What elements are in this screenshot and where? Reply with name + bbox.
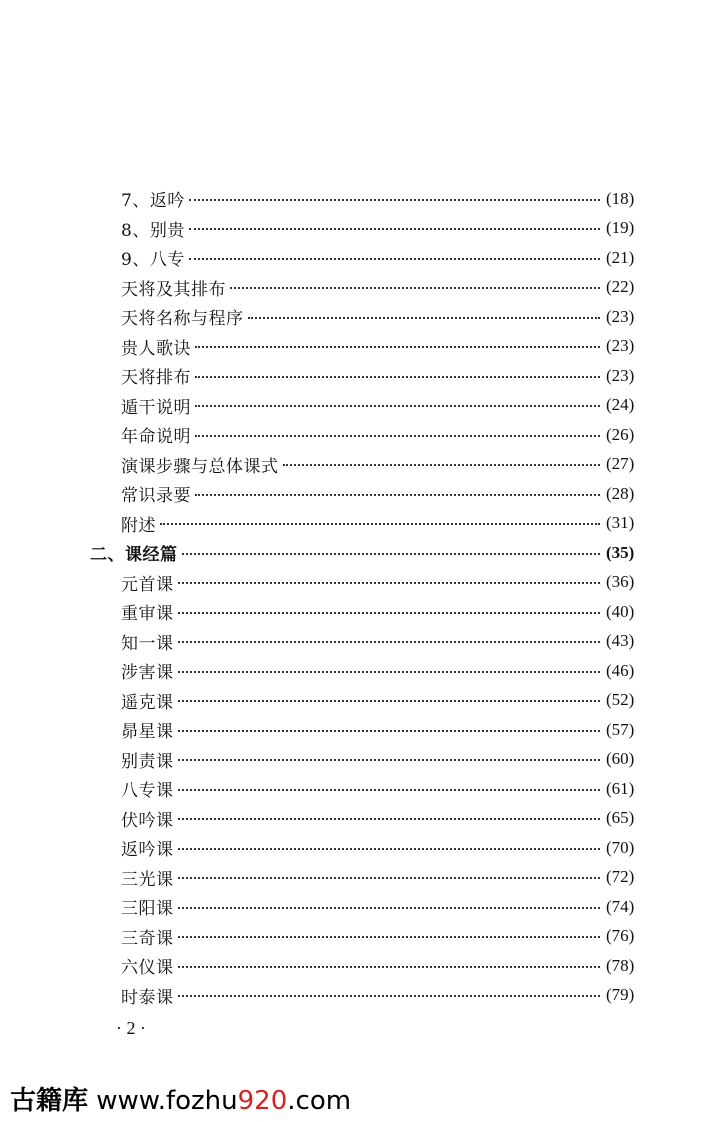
toc-entry-page: (46) [606,660,635,680]
dot-leader [178,926,601,938]
toc-entry [0,273,702,303]
toc-entry-page: (23) [606,336,635,356]
dot-leader [195,366,600,378]
toc-entry-page: (74) [606,896,635,916]
dot-leader [178,779,601,791]
toc-entry [0,951,702,981]
toc-entry-page: (35) [606,542,635,562]
toc-entry-title: 遥克课 [121,692,174,713]
dot-leader [178,956,601,968]
toc-entry-title: 贵人歌诀 [121,338,191,359]
toc-entry-title: 三阳课 [121,899,174,920]
toc-entry-page: (61) [606,778,635,798]
toc-entry [0,184,702,214]
toc-entry-page: (31) [606,513,635,533]
toc-entry-title: 二、课经篇 [90,545,178,566]
toc-entry-title: 涉害课 [121,663,174,684]
toc-entry [0,361,702,391]
toc-section-heading [0,538,702,568]
toc-entry [0,745,702,775]
toc-entry [0,774,702,804]
toc-entry-page: (19) [606,218,635,238]
toc-entry [0,332,702,362]
toc-entry [0,627,702,657]
dot-leader [189,189,600,201]
toc-entry-page: (26) [606,424,635,444]
toc-entry [0,568,702,598]
dot-leader [178,867,601,879]
toc-entry-page: (70) [606,837,635,857]
toc-entry [0,450,702,480]
toc-entry-title: 三光课 [121,869,174,890]
toc-entry [0,833,702,863]
toc-entry-page: (21) [606,247,635,267]
toc-entry-page: (76) [606,926,635,946]
toc-entry-page: (72) [606,867,635,887]
toc-entry-title: 八专课 [121,781,174,802]
watermark [10,1080,351,1117]
toc-entry-page: (18) [606,188,635,208]
toc-entry-title: 返吟课 [121,840,174,861]
watermark-url-number: 920 [237,1086,288,1116]
toc-entry-title: 年命说明 [121,427,191,448]
toc-entry-title: 天将排布 [121,368,191,389]
toc-entry [0,686,702,716]
toc-entry-title: 9、八专 [121,250,185,271]
dot-leader [178,720,601,732]
table-of-contents [0,184,702,1010]
toc-entry-title: 天将及其排布 [121,279,226,300]
dot-leader [195,395,600,407]
dot-leader [160,513,600,525]
toc-entry-title: 7、返吟 [121,191,185,212]
toc-entry [0,597,702,627]
toc-entry-title: 8、别贵 [121,220,185,241]
watermark-url-prefix: www.fozhu [96,1086,238,1116]
dot-leader [178,838,601,850]
toc-entry [0,302,702,332]
toc-entry [0,391,702,421]
toc-entry [0,715,702,745]
toc-entry [0,243,702,273]
dot-leader [178,690,601,702]
dot-leader [178,631,601,643]
dot-leader [178,661,601,673]
toc-entry-page: (40) [606,601,635,621]
toc-entry-title: 知一课 [121,633,174,654]
toc-entry [0,922,702,952]
dot-leader [182,543,601,555]
dot-leader [178,808,601,820]
toc-entry-title: 常识录要 [121,486,191,507]
toc-entry-page: (43) [606,631,635,651]
toc-entry-title: 天将名称与程序 [121,309,244,330]
toc-entry-title: 附述 [121,515,156,536]
toc-entry-page: (22) [606,277,635,297]
toc-entry [0,656,702,686]
dot-leader [178,897,601,909]
dot-leader [248,307,601,319]
dot-leader [230,277,600,289]
dot-leader [283,454,601,466]
watermark-name: 古籍库 [10,1086,89,1116]
toc-entry [0,804,702,834]
dot-leader [178,749,601,761]
dot-leader [195,425,600,437]
toc-entry-title: 伏吟课 [121,810,174,831]
toc-entry-page: (65) [606,808,635,828]
page-number: · 2 · [116,1018,146,1038]
toc-entry-page: (79) [606,985,635,1005]
dot-leader [178,602,601,614]
toc-entry [0,981,702,1011]
toc-entry-page: (23) [606,365,635,385]
toc-entry-page: (36) [606,572,635,592]
toc-entry-title: 六仪课 [121,958,174,979]
toc-entry-page: (57) [606,719,635,739]
dot-leader [189,218,600,230]
toc-entry [0,214,702,244]
dot-leader [178,985,601,997]
toc-entry-title: 重审课 [121,604,174,625]
dot-leader [189,248,600,260]
dot-leader [178,572,601,584]
toc-entry-title: 元首课 [121,574,174,595]
toc-entry-page: (60) [606,749,635,769]
toc-entry-page: (23) [606,306,635,326]
dot-leader [195,484,600,496]
toc-entry [0,892,702,922]
toc-entry [0,420,702,450]
toc-entry-title: 昴星课 [121,722,174,743]
toc-entry [0,479,702,509]
toc-entry [0,863,702,893]
toc-entry-page: (24) [606,395,635,415]
toc-entry-title: 时泰课 [121,987,174,1008]
toc-entry [0,509,702,539]
toc-entry-title: 演课步骤与总体课式 [121,456,279,477]
toc-entry-page: (27) [606,454,635,474]
toc-entry-title: 三奇课 [121,928,174,949]
toc-entry-page: (28) [606,483,635,503]
watermark-url-suffix: .com [287,1086,352,1116]
toc-entry-title: 别责课 [121,751,174,772]
toc-entry-title: 遁干说明 [121,397,191,418]
dot-leader [195,336,600,348]
toc-entry-page: (78) [606,955,635,975]
toc-entry-page: (52) [606,690,635,710]
